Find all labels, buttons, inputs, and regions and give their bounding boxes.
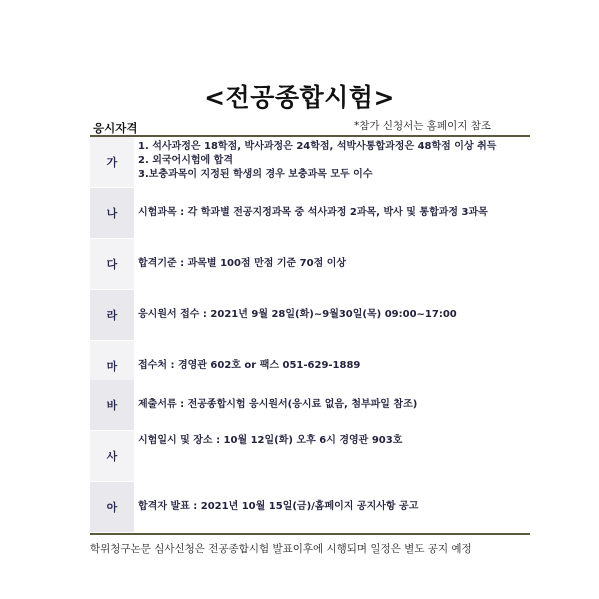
requirement-row <box>90 431 530 482</box>
requirement-row <box>90 290 530 341</box>
row-line: 2. 외국어시험에 합격 <box>138 155 233 166</box>
requirement-row <box>90 188 530 239</box>
row-line: 제출서류 : 전공종합시험 응시원서(응시료 없음, 첨부파일 참조) <box>138 399 418 410</box>
requirement-row <box>90 482 530 533</box>
row-line: 응시원서 접수 : 2021년 9월 28일(화)~9월30일(목) 09:00~17:00 <box>138 309 457 320</box>
row-line: 합격자 발표 : 2021년 10월 15일(금)/홈페이지 공지사항 공고 <box>138 501 419 512</box>
requirement-row <box>90 137 530 188</box>
row-content <box>138 290 530 340</box>
row-label: 사 <box>90 431 134 481</box>
row-content <box>138 431 530 484</box>
row-line: 3.보충과목이 지정된 학생의 경우 보충과목 모두 이수 <box>138 169 373 180</box>
row-label: 가 <box>90 137 134 187</box>
section-label: 응시자격 <box>93 121 138 135</box>
page-title: <전공종합시험> <box>204 83 395 112</box>
row-content <box>138 188 530 238</box>
row-label: 라 <box>90 290 134 340</box>
row-line: 시험과목 : 각 학과별 전공지정과목 중 석사과정 2과목, 박사 및 통합과정 3과목 <box>138 207 488 218</box>
footer-note: 학위청구논문 심사신청은 전공종합시험 발표이후에 시행되며 일정은 별도 공지 예정 <box>90 543 472 555</box>
row-label: 나 <box>90 188 134 238</box>
row-line: 1. 석사과정은 18학점, 박사과정은 24학점, 석박사통합과정은 48학점 이상 취득 <box>138 141 497 152</box>
row-content <box>138 482 530 532</box>
requirement-row <box>90 239 530 290</box>
row-label: 바 <box>90 380 134 430</box>
row-label: 마 <box>90 341 134 391</box>
row-line: 접수처 : 경영관 602호 or 팩스 051-629-1889 <box>138 360 361 371</box>
row-label: 다 <box>90 239 134 289</box>
row-label: 아 <box>90 482 134 532</box>
row-content <box>138 137 530 190</box>
row-content <box>138 380 530 430</box>
row-line: 합격기준 : 과목별 100점 만점 기준 70점 이상 <box>138 258 347 269</box>
requirement-row <box>90 380 530 431</box>
application-note: *참가 신청서는 홈페이지 참조 <box>354 120 491 132</box>
row-content <box>138 239 530 289</box>
row-line: 시험일시 및 장소 : 10월 12일(화) 오후 6시 경영관 903호 <box>138 435 403 446</box>
bottom-divider <box>90 533 530 535</box>
